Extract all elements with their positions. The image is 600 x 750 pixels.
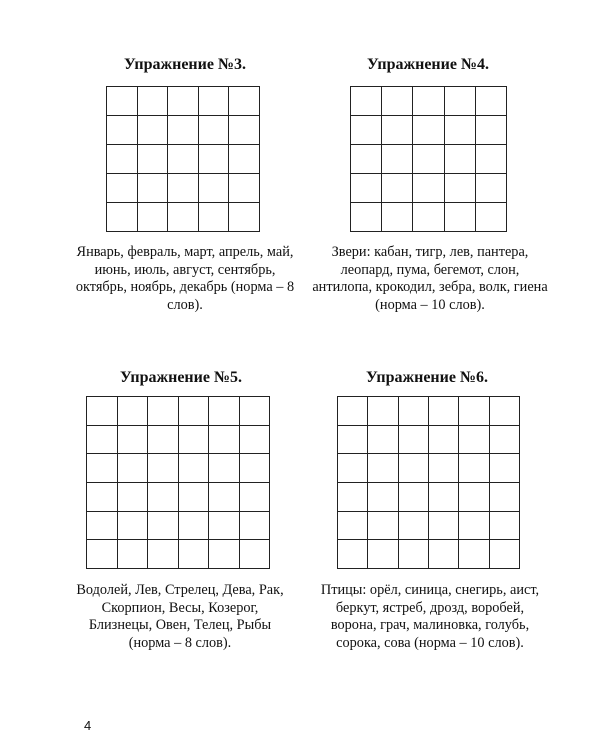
grid-cell <box>476 87 507 116</box>
grid-cell <box>107 174 138 203</box>
grid-cell <box>118 426 149 455</box>
grid-cell <box>490 454 520 483</box>
grid-cell <box>338 483 368 512</box>
grid-cell <box>459 397 489 426</box>
grid-cell <box>382 116 413 145</box>
grid-cell <box>118 512 149 541</box>
grid-cell <box>429 397 459 426</box>
grid-cell <box>368 426 398 455</box>
grid-cell <box>229 87 260 116</box>
grid-cell <box>199 145 230 174</box>
grid-cell <box>476 174 507 203</box>
grid-cell <box>118 540 149 569</box>
grid-cell <box>429 483 459 512</box>
grid-cell <box>209 397 240 426</box>
grid-cell <box>413 174 444 203</box>
grid-cell <box>87 540 118 569</box>
grid-cell <box>413 116 444 145</box>
grid-cell <box>179 454 210 483</box>
grid-cell <box>118 397 149 426</box>
grid-cell <box>179 512 210 541</box>
grid-cell <box>490 397 520 426</box>
grid-cell <box>382 145 413 174</box>
grid-cell <box>148 454 179 483</box>
exercise-4-grid <box>350 86 507 232</box>
grid-cell <box>399 512 429 541</box>
page-number: 4 <box>84 718 92 733</box>
grid-cell <box>148 540 179 569</box>
grid-cell <box>168 116 199 145</box>
grid-cell <box>209 483 240 512</box>
grid-cell <box>229 145 260 174</box>
grid-cell <box>240 454 271 483</box>
grid-cell <box>368 483 398 512</box>
grid-cell <box>382 203 413 232</box>
grid-cell <box>459 454 489 483</box>
exercise-3-grid <box>106 86 260 232</box>
grid-cell <box>229 203 260 232</box>
grid-cell <box>459 426 489 455</box>
grid-cell <box>209 454 240 483</box>
grid-cell <box>87 512 118 541</box>
grid-cell <box>240 426 271 455</box>
grid-cell <box>87 483 118 512</box>
grid-cell <box>445 87 476 116</box>
grid-cell <box>209 426 240 455</box>
grid-cell <box>368 512 398 541</box>
grid-cell <box>429 540 459 569</box>
grid-cell <box>240 483 271 512</box>
exercise-4-title: Упражнение №4. <box>366 56 490 73</box>
grid-cell <box>168 87 199 116</box>
exercise-3-description: Январь, февраль, март, апрель, май, июнь, июль, август, сентябрь, октябрь, ноябрь, декабрь (норма – 8 слов). <box>75 244 295 313</box>
grid-cell <box>351 203 382 232</box>
grid-cell <box>338 512 368 541</box>
grid-cell <box>107 87 138 116</box>
grid-cell <box>148 426 179 455</box>
grid-cell <box>338 454 368 483</box>
grid-cell <box>351 87 382 116</box>
grid-cell <box>179 540 210 569</box>
grid-cell <box>338 426 368 455</box>
grid-cell <box>445 145 476 174</box>
grid-cell <box>338 540 368 569</box>
grid-cell <box>240 512 271 541</box>
grid-cell <box>138 174 169 203</box>
grid-cell <box>490 512 520 541</box>
grid-cell <box>445 174 476 203</box>
grid-cell <box>229 174 260 203</box>
grid-cell <box>179 483 210 512</box>
grid-cell <box>445 116 476 145</box>
grid-cell <box>168 203 199 232</box>
grid-cell <box>459 540 489 569</box>
grid-cell <box>107 116 138 145</box>
grid-cell <box>413 87 444 116</box>
grid-cell <box>429 426 459 455</box>
grid-cell <box>490 483 520 512</box>
grid-cell <box>148 483 179 512</box>
exercise-3-title: Упражнение №3. <box>123 56 247 73</box>
exercise-6-title: Упражнение №6. <box>365 369 489 386</box>
grid-cell <box>429 454 459 483</box>
grid-cell <box>138 87 169 116</box>
grid-cell <box>399 397 429 426</box>
exercise-6-grid <box>337 396 520 569</box>
grid-cell <box>118 483 149 512</box>
grid-cell <box>351 145 382 174</box>
grid-cell <box>148 397 179 426</box>
grid-cell <box>413 203 444 232</box>
grid-cell <box>476 116 507 145</box>
grid-cell <box>368 397 398 426</box>
grid-cell <box>382 87 413 116</box>
grid-cell <box>338 397 368 426</box>
exercise-6-description: Птицы: орёл, синица, снегирь, аист, беркут, ястреб, дрозд, воробей, ворона, грач, малиновка, голубь, сорока, сова (норма – 10 слов). <box>320 582 540 651</box>
grid-cell <box>199 116 230 145</box>
grid-cell <box>199 203 230 232</box>
grid-cell <box>399 426 429 455</box>
grid-cell <box>490 540 520 569</box>
grid-cell <box>445 203 476 232</box>
grid-cell <box>138 145 169 174</box>
grid-cell <box>209 540 240 569</box>
grid-cell <box>490 426 520 455</box>
grid-cell <box>240 540 271 569</box>
grid-cell <box>368 454 398 483</box>
grid-cell <box>138 116 169 145</box>
exercise-5-grid <box>86 396 270 569</box>
grid-cell <box>382 174 413 203</box>
grid-cell <box>399 483 429 512</box>
grid-cell <box>209 512 240 541</box>
exercise-4-description: Звери: кабан, тигр, лев, пантера, леопард, пума, бегемот, слон, антилопа, крокодил, зебра, волк, гиена (норма – 10 слов). <box>312 244 548 313</box>
grid-cell <box>168 145 199 174</box>
grid-cell <box>87 426 118 455</box>
grid-cell <box>240 397 271 426</box>
grid-cell <box>476 203 507 232</box>
grid-cell <box>107 145 138 174</box>
grid-cell <box>229 116 260 145</box>
grid-cell <box>459 483 489 512</box>
grid-cell <box>87 454 118 483</box>
grid-cell <box>118 454 149 483</box>
exercise-5-title: Упражнение №5. <box>119 369 243 386</box>
grid-cell <box>148 512 179 541</box>
grid-cell <box>429 512 459 541</box>
grid-cell <box>476 145 507 174</box>
grid-cell <box>107 203 138 232</box>
exercise-5-description: Водолей, Лев, Стрелец, Дева, Рак, Скорпион, Весы, Козерог, Близнецы, Овен, Телец, Рыбы (норма – 8 слов). <box>76 582 284 651</box>
grid-cell <box>179 426 210 455</box>
grid-cell <box>399 540 429 569</box>
grid-cell <box>179 397 210 426</box>
grid-cell <box>399 454 429 483</box>
grid-cell <box>168 174 199 203</box>
grid-cell <box>368 540 398 569</box>
grid-cell <box>459 512 489 541</box>
grid-cell <box>351 174 382 203</box>
grid-cell <box>199 174 230 203</box>
grid-cell <box>138 203 169 232</box>
grid-cell <box>413 145 444 174</box>
grid-cell <box>199 87 230 116</box>
grid-cell <box>87 397 118 426</box>
grid-cell <box>351 116 382 145</box>
